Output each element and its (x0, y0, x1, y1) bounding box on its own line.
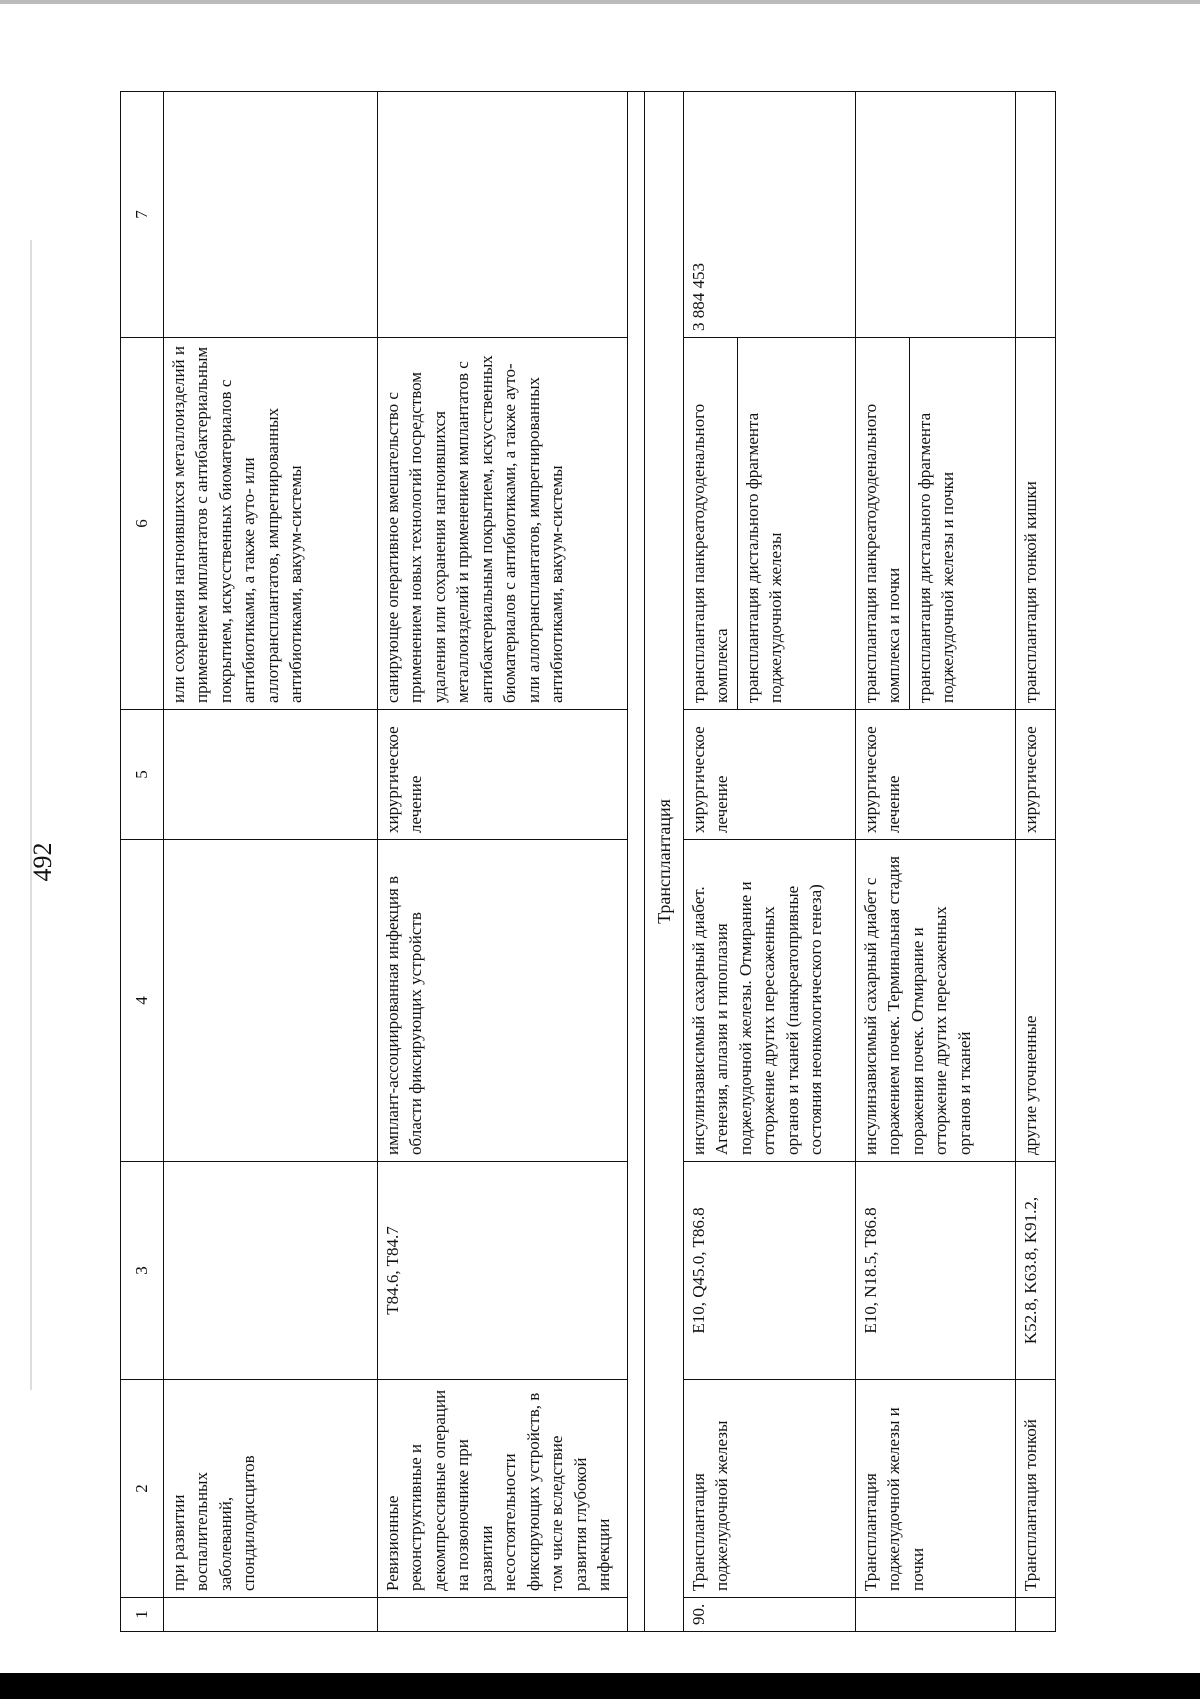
cell-codes: E10, N18.5, T86.8 (856, 1162, 1016, 1380)
cell-cost (164, 92, 378, 338)
table-row (856, 92, 1016, 1632)
cell-name: Трансплантация поджелудочной железы (684, 1380, 856, 1598)
cell-method (378, 338, 628, 710)
cell-codes: K52.8, K63.8, K91.2, (1016, 1162, 1056, 1380)
cell-method (856, 338, 1016, 710)
cell-type: хирургическое лечение (378, 710, 628, 840)
table-row (684, 92, 856, 1632)
cell-type: хирургическое (1016, 710, 1056, 840)
cell-name: при развитии воспалительных заболеваний, спондилодисцитов (164, 1380, 378, 1598)
cell-num (164, 1598, 378, 1632)
col-header-5: 5 (121, 710, 164, 840)
cell-cost: 3 884 453 (684, 92, 856, 338)
cell-num (378, 1598, 628, 1632)
cell-codes: T84.6, T84.7 (378, 1162, 628, 1380)
cell-model: инсулинзависимый сахарный диабет с поражением почек. Терминальная стадия поражения почек. Отмирание и отторжение других пересаженных органов и тканей (856, 840, 1016, 1162)
col-header-2: 2 (121, 1380, 164, 1598)
cell-cost (1016, 92, 1056, 338)
cell-method (164, 338, 378, 710)
method-item: или сохранения нагноившихся металлоизделий и применением имплантатов с антибактериальным покрытием, искусственных биоматериалов с антибиотиками, а также ауто- или аллотрансплантатов, импрегнированных антибиотиками, вакуум-системы (169, 346, 306, 703)
table-row (1016, 92, 1056, 1632)
cell-method (1016, 338, 1056, 710)
table-row (164, 92, 378, 1632)
cell-num (1016, 1598, 1056, 1632)
col-header-7: 7 (121, 92, 164, 338)
cell-type (164, 710, 378, 840)
cell-type: хирургическое лечение (684, 710, 856, 840)
section-title: Трансплантация (645, 92, 684, 1632)
method-item: трансплантация дистального фрагмента поджелудочной железы (742, 412, 786, 703)
col-header-3: 3 (121, 1162, 164, 1380)
cell-name: Ревизионные реконструктивные и декомпрессивные операции на позвоночнике при развитии несостоятельности фиксирующих устройств, в том числе вследствие развития глубокой инфекции (378, 1380, 628, 1598)
cell-cost (378, 92, 628, 338)
cell-model: инсулинзависимый сахарный диабет. Агенезия, аплазия и гипоплазия поджелудочной железы. Отмирание и отторжение других пересаженных органов и тканей (панкреатопривные состояния неонкологического генеза) (684, 840, 856, 1162)
col-header-4: 4 (121, 840, 164, 1162)
col-header-6: 6 (121, 338, 164, 710)
cell-num (856, 1598, 1016, 1632)
col-header-1: 1 (121, 1598, 164, 1632)
method-item: трансплантация панкреатодуоденального комплекса и почки (856, 338, 910, 709)
method-item: трансплантация дистального фрагмента поджелудочной железы и почки (914, 412, 958, 703)
method-item: трансплантация панкреатодуоденального комплекса (684, 338, 738, 709)
cell-cost (856, 92, 1016, 338)
section-row (645, 92, 684, 1632)
cell-type: хирургическое лечение (856, 710, 1016, 840)
cell-num: 90. (684, 1598, 856, 1632)
cell-codes (164, 1162, 378, 1380)
cell-model (164, 840, 378, 1162)
cell-model: другие уточненные (1016, 840, 1056, 1162)
rotated-page (28, 92, 1120, 1632)
method-item: санирующее оперативное вмешательство с применением новых технологий посредством удаления или сохранения нагноившихся металлоизделий и применением имплантатов с антибактериальным покрытием, искусственных биоматериалов с антибиотиками, а также ауто- или аллотрансплантатов, импрегнированных антибиотиками, вакуум-системы (383, 355, 567, 703)
scan-bottom-edge (0, 1673, 1200, 1699)
procedures-table (120, 91, 1056, 1632)
method-item: трансплантация тонкой кишки (1021, 481, 1040, 703)
gap-row (628, 92, 645, 1632)
cell-name: Трансплантация поджелудочной железы и почки (856, 1380, 1016, 1598)
header-row (121, 92, 164, 1632)
cell-method (684, 338, 856, 710)
cell-codes: E10, Q45.0, T86.8 (684, 1162, 856, 1380)
cell-name: Трансплантация тонкой (1016, 1380, 1056, 1598)
table-row (378, 92, 628, 1632)
page-number: 492 (28, 842, 57, 882)
cell-model: имплант-ассоциированная инфекция в области фиксирующих устройств (378, 840, 628, 1162)
